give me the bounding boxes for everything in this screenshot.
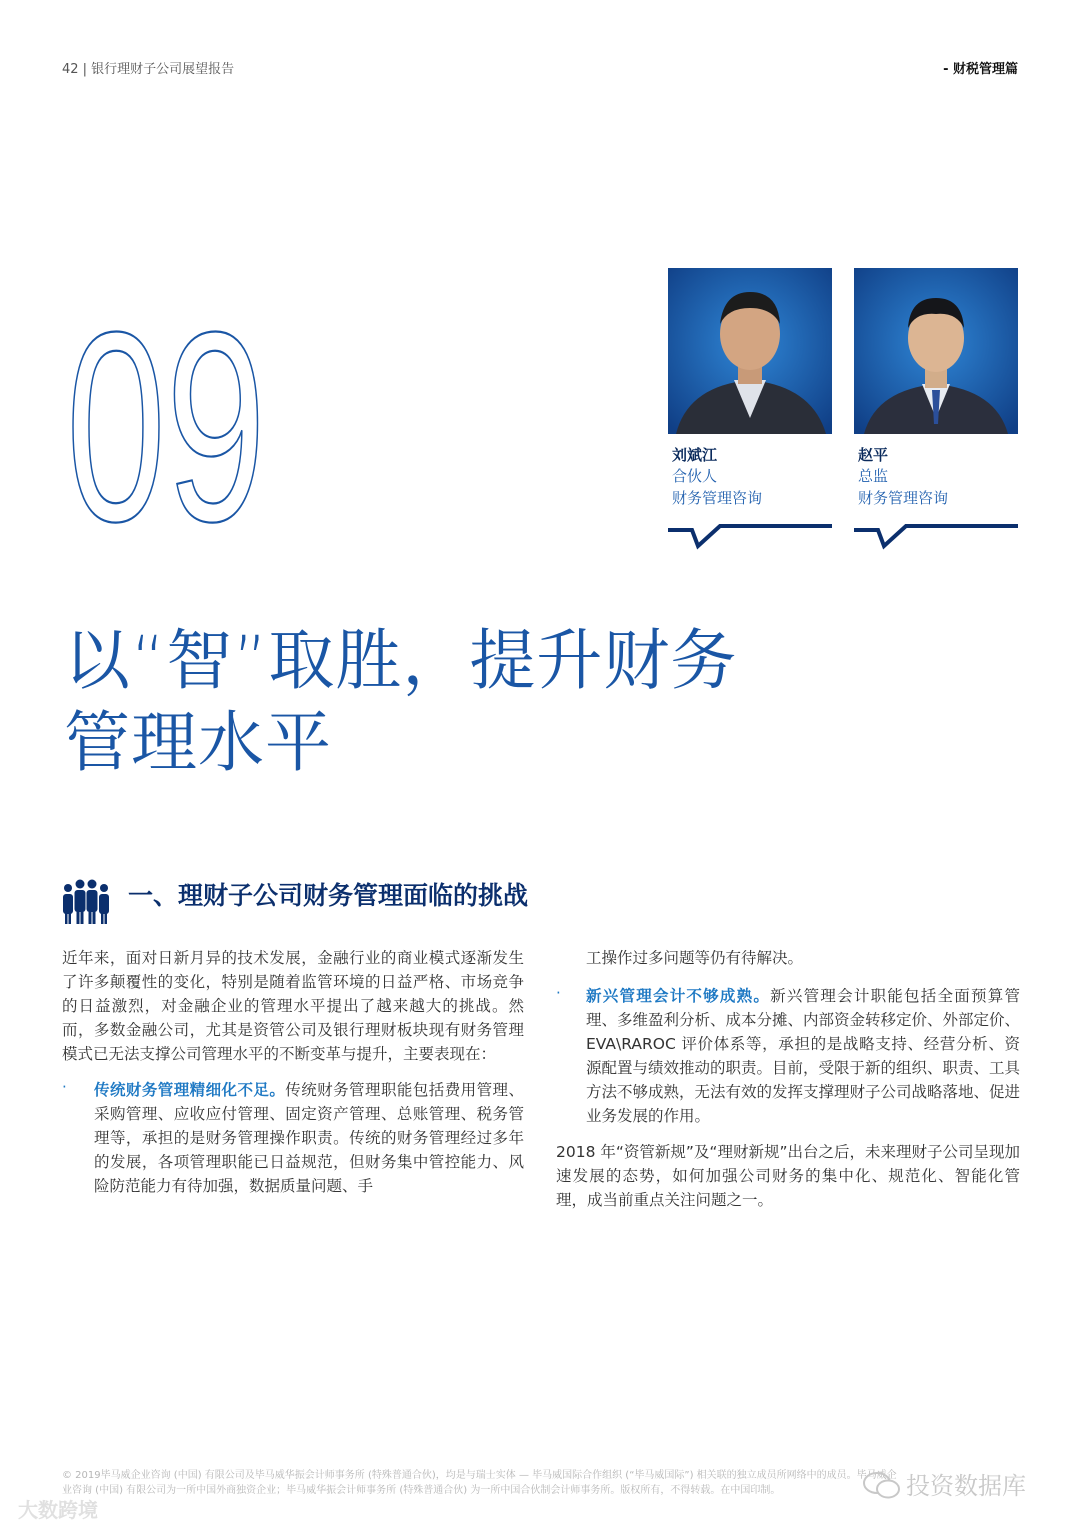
continuation-text: 工操作过多问题等仍有待解决。	[586, 949, 804, 967]
chapter-number-text: 09	[66, 277, 266, 578]
person-dept: 财务管理咨询	[672, 489, 763, 507]
wechat-icon	[862, 1470, 902, 1506]
bullet-heading: 传统财务管理精细化不足。	[94, 1081, 286, 1099]
page-header-section: - 财税管理篇	[943, 62, 1018, 77]
intro-paragraph: 近年来，面对日新月异的技术发展，金融行业的商业模式逐渐发生了许多颠覆性的变化，特别是随着监管环境的日益严格、市场竞争的日益激烈，对金融企业的管理水平提出了越来越大的挑战。然而，多数金融公司，尤其是资管公司及银行理财板块现有财务管理模式已无法支撑公司管理水平的不断变革与提升，主要表现在：	[62, 949, 524, 1063]
chapter-headline	[64, 620, 737, 784]
person-card-1	[672, 444, 762, 509]
watermark-left: 大数跨境	[18, 1498, 98, 1522]
person-title: 合伙人	[672, 467, 718, 485]
closing-paragraph: 2018 年“资管新规”及“理财新规”出台之后，未来理财子公司呈现加速发展的态势，如何加强公司财务的集中化、规范化、智能化管理，成当前重点关注问题之一。	[556, 1143, 1020, 1209]
copyright-footer	[62, 1468, 982, 1498]
person-title: 总监	[858, 467, 889, 485]
right-column	[556, 946, 1020, 1212]
left-column	[62, 946, 524, 1198]
footer-line-2: 业咨询 (中国) 有限公司为一所中国外商独资企业；毕马威华振会计师事务所 (特殊普通合伙) 为一所中国合伙制会计师事务所。版权所有，不得转载。在中国印制。	[62, 1485, 781, 1496]
watermark-right: 投资数据库	[906, 1472, 1026, 1500]
person-name: 赵平	[858, 446, 889, 464]
bullet-body: 传统财务管理职能包括费用管理、采购管理、应收应付管理、固定资产管理、总账管理、税务管理等，承担的是财务管理操作职责。传统的财务管理经过多年的发展，各项管理职能已日益规范，但财务集中管控能力、风险防范能力有待加强，数据质量问题、手	[94, 1081, 524, 1195]
speech-tail-2	[854, 520, 1020, 550]
person-photo-2	[854, 268, 1018, 434]
section-title: 一、理财子公司财务管理面临的挑战	[128, 881, 529, 910]
bullet-heading: 新兴管理会计不够成熟。	[586, 987, 771, 1005]
bullet-item	[62, 1078, 524, 1198]
headline-line-1: 以“智”取胜，提升财务	[64, 622, 738, 699]
bullet-text	[586, 984, 1020, 1128]
footer-line-1: © 2019毕马威企业咨询 (中国) 有限公司及毕马威华振会计师事务所 (特殊普通合伙)，均是与瑞士实体 — 毕马威国际合作组织 (“毕马威国际”) 相关联的独立成员所网络中的成员。毕马威企	[62, 1470, 897, 1481]
person-photo-1	[668, 268, 832, 434]
bullet-dot: ·	[62, 1078, 67, 1096]
person-card-2	[858, 444, 948, 509]
bullet-text	[94, 1078, 524, 1198]
person-dept: 财务管理咨询	[858, 489, 949, 507]
people-group-icon	[60, 878, 112, 926]
headline-line-2: 管理水平	[64, 704, 332, 781]
bullet-body: 新兴管理会计职能包括全面预算管理、多维盈利分析、成本分摊、内部资金转移定价、外部定价、EVA\RAROC 评价体系等，承担的是战略支持、经营分析、资源配置与绩效推动的职责。目前，受限于新的组织、职责、工具方法不够成熟，无法有效的发挥支撑理财子公司战略落地、促进业务发展的作用。	[586, 987, 1021, 1125]
chapter-number	[66, 277, 276, 578]
speech-tail-1	[668, 520, 834, 550]
page-header-info: 42 | 银行理财子公司展望报告	[62, 62, 235, 77]
person-name: 刘斌江	[672, 446, 718, 464]
bullet-dot: ·	[556, 984, 561, 1002]
bullet-item	[556, 984, 1020, 1128]
